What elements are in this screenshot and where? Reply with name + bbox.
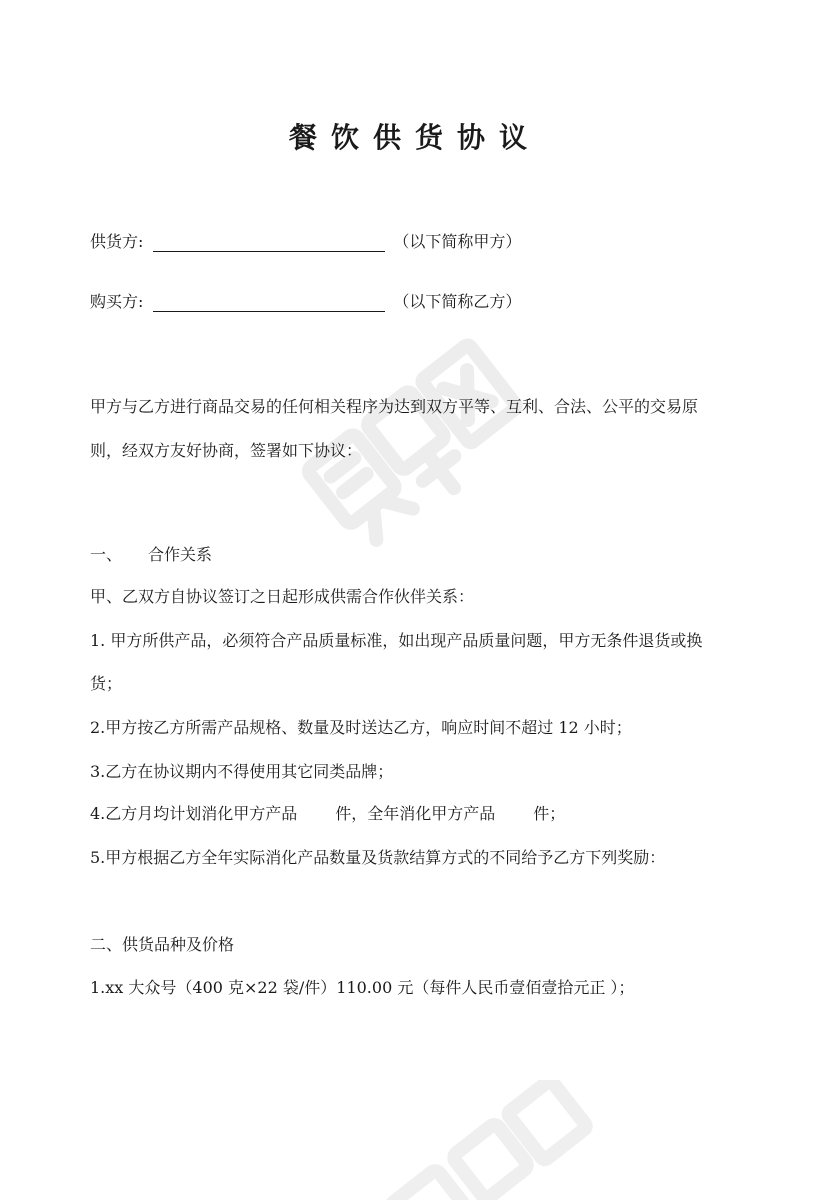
supplier-label: 供货方: (90, 232, 144, 251)
section-1-item-4 (90, 801, 565, 824)
section-1-line-4: 3.乙方在协议期内不得使用其它同类品牌； (90, 762, 394, 781)
item4-part2: 件，全年消化甲方产品 (335, 804, 496, 823)
section-1-item-5: 5.甲方根据乙方全年实际消化产品数量及货款结算方式的不同给予乙方下列奖励： (90, 848, 666, 867)
section-2-item-1: 1.xx 大众号（400 克×22 袋/件）110.00 元（每件人民币壹佰壹拾元正 ）； (90, 978, 635, 997)
section-1-line-2: 货； (90, 674, 123, 693)
item4-part1: 4.乙方月均计划消化甲方产品 (90, 804, 298, 823)
supplier-blank-field[interactable] (153, 233, 385, 252)
buyer-blank-field[interactable] (153, 293, 385, 312)
intro-line-2: 则，经双方友好协商，签署如下协议： (90, 441, 363, 460)
section-1-title: 合作关系 (148, 545, 213, 564)
buyer-alias: （以下简称乙方） (393, 292, 522, 311)
section-1-line-1: 1. 甲方所供产品，必须符合产品质量标准，如出现产品质量问题，甲方无条件退货或换 (90, 631, 703, 650)
section-1-heading (90, 542, 212, 565)
section-2-heading: 二、供货品种及价格 (90, 935, 235, 954)
section-1-line-3: 2.甲方按乙方所需产品规格、数量及时送达乙方，响应时间不超过 12 小时； (90, 718, 632, 737)
buyer-line (90, 289, 521, 312)
watermark-logo-bottom (360, 1080, 600, 1200)
page-title: 餐饮供货协议 (288, 121, 541, 154)
section-1-number: 一、 (90, 545, 123, 564)
section-1-line-0: 甲、乙双方自协议签订之日起形成供需合作伙伴关系： (90, 587, 475, 606)
item4-part3: 件； (533, 804, 566, 823)
intro-line-1: 甲方与乙方进行商品交易的任何相关程序为达到双方平等、互利、合法、公平的交易原 (90, 397, 699, 416)
buyer-label: 购买方: (90, 292, 144, 311)
supplier-alias: （以下简称甲方） (393, 232, 522, 251)
supplier-line (90, 229, 521, 252)
